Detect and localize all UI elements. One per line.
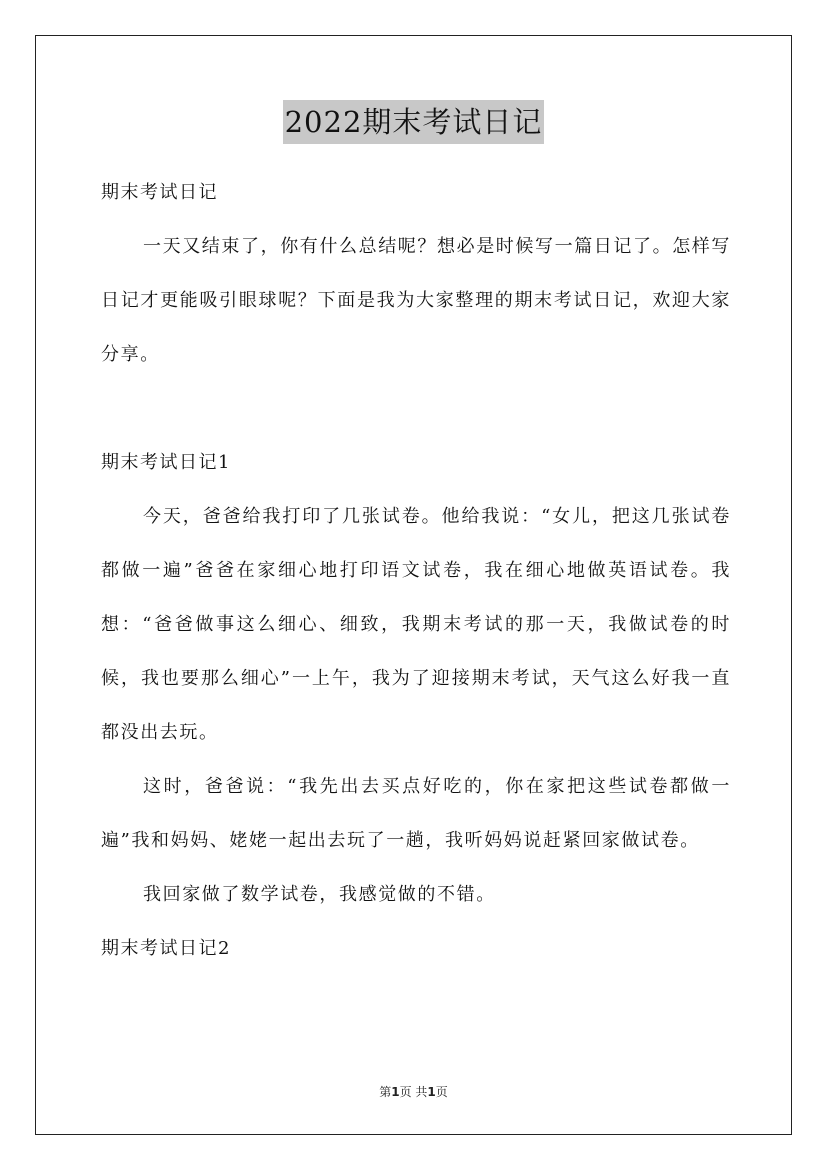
subtitle: 期末考试日记 (101, 182, 218, 203)
intro-paragraph: 一天又结束了，你有什么总结呢？想必是时候写一篇日记了。怎样写日记才更能吸引眼球呢？下面是我为大家整理的期末考试日记，欢迎大家分享。 (101, 236, 731, 365)
footer-total-pages: 1 (427, 1085, 436, 1099)
footer-page-number: 1 (391, 1085, 400, 1099)
footer-prefix: 第 (379, 1085, 392, 1099)
footer-suffix: 页 (435, 1085, 448, 1099)
document-title (0, 100, 827, 144)
footer-mid: 页 共 (399, 1085, 428, 1099)
document-title-text: 2022期末考试日记 (283, 100, 545, 144)
document-body (101, 166, 731, 976)
section-1-paragraph-1: 今天，爸爸给我打印了几张试卷。他给我说：“女儿，把这几张试卷都做一遍”爸爸在家细心地打印语文试卷，我在细心地做英语试卷。我想：“爸爸做事这么细心、细致，我期末考试的那一天，我做试卷的时候，我也要那么细心”一上午，我为了迎接期末考试，天气这么好我一直都没出去玩。 (101, 506, 731, 743)
section-1-heading: 期末考试日记1 (101, 452, 231, 473)
section-1-paragraph-3: 我回家做了数学试卷，我感觉做的不错。 (143, 884, 496, 905)
section-1-paragraph-2: 这时，爸爸说：“我先出去买点好吃的，你在家把这些试卷都做一遍”我和妈妈、姥姥一起出去玩了一趟，我听妈妈说赶紧回家做试卷。 (101, 776, 731, 851)
spacer (101, 382, 731, 436)
section-2-heading: 期末考试日记2 (101, 938, 231, 959)
page-footer (0, 1083, 827, 1100)
